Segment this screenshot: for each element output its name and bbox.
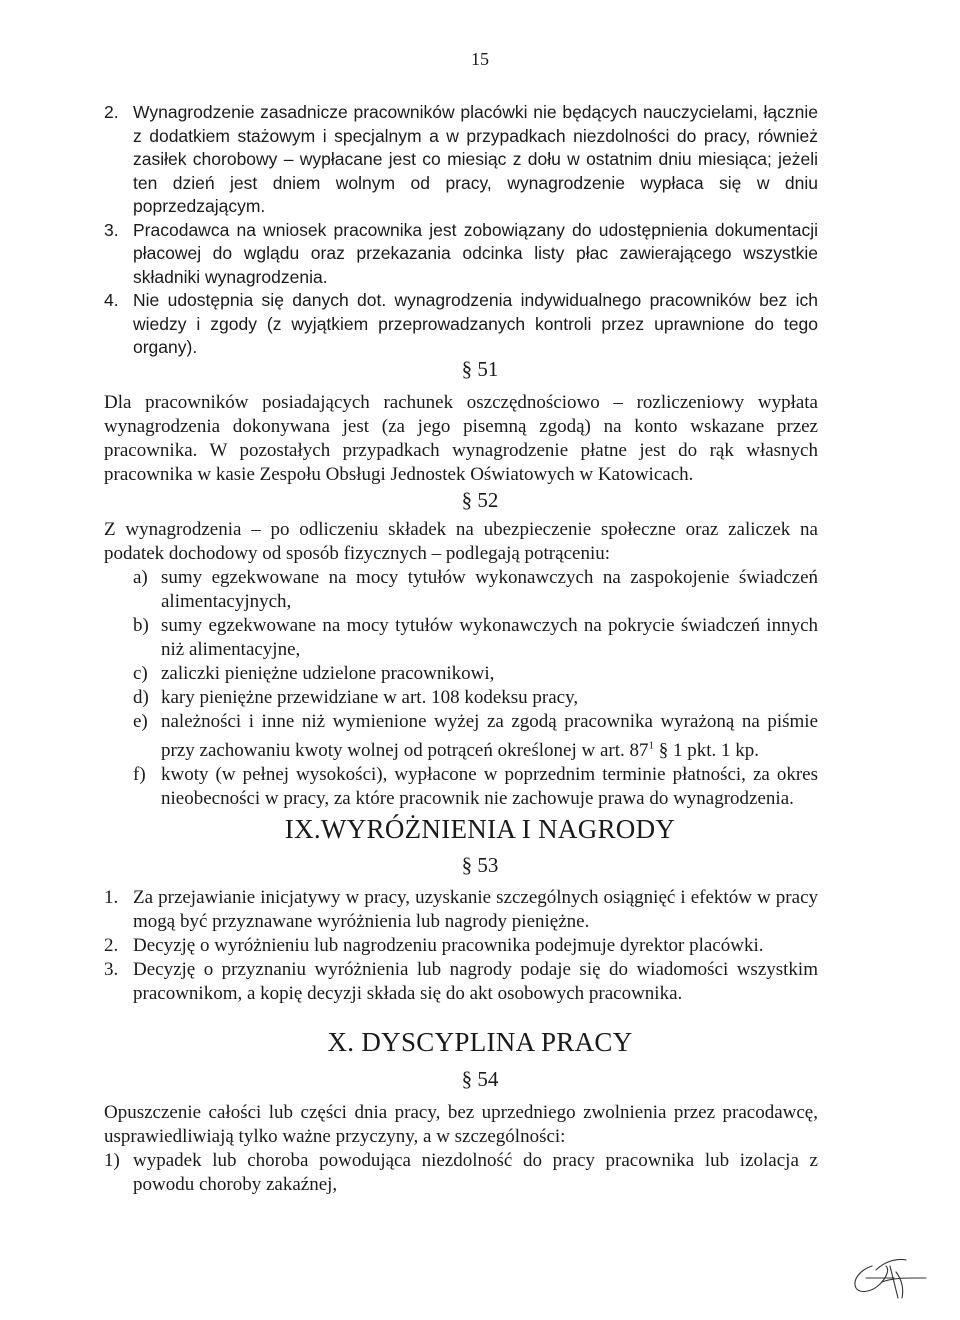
list-item-letter: a) — [133, 567, 148, 588]
list-item-text: wypadek lub choroba powodująca niezdolność do pracy pracownika lub izolacja z powodu choroby zakaźnej, — [133, 1150, 818, 1195]
list-item-text: kary pieniężne przewidziane w art. 108 kodeksu pracy, — [161, 687, 579, 708]
section-heading-51: § 51 — [461, 357, 499, 381]
list-item — [0, 614, 960, 662]
list-item — [0, 934, 960, 958]
paragraph: Dla pracowników posiadających rachunek oszczędnościowo – rozliczeniowy wypłata wynagrodzenia dokonywana jest (za jego pisemną zgodą) na konto wskazane przez pracownika. W pozostałych przypadkach wynagrodzenie płatne jest do rąk własnych pracownika w kasie Zespołu Obsługi Jednostek Oświatowych w Katowicach. — [104, 392, 818, 485]
paragraph: Opuszczenie całości lub części dnia pracy, bez uprzedniego zwolnienia przez pracodawcę, usprawiedliwiają tylko ważne przyczyny, a w szczególności: — [104, 1102, 818, 1147]
list-item-letter: e) — [133, 711, 148, 732]
section-53-body — [0, 886, 960, 1006]
list-item — [0, 1149, 960, 1197]
paragraph: Z wynagrodzenia – po odliczeniu składek na ubezpieczenie społeczne oraz zaliczek na podatek dochodowy od sposób fizycznych – podlegają potrąceniu: — [104, 519, 818, 564]
list-item — [0, 958, 960, 1006]
signature-icon — [846, 1248, 930, 1304]
list-item — [0, 219, 960, 290]
page-number: 15 — [471, 49, 489, 69]
section-52-body — [0, 518, 960, 811]
list-item-text: Decyzję o wyróżnieniu lub nagrodzeniu pracownika podejmuje dyrektor placówki. — [133, 935, 764, 956]
list-item — [0, 101, 960, 219]
list-item — [0, 710, 960, 763]
list-item-number: 2. — [104, 102, 119, 122]
list-item-text-part: § 1 pkt. 1 kp. — [654, 740, 760, 762]
list-item — [0, 686, 960, 710]
list-item-number: 2. — [104, 935, 119, 956]
section-54-body — [0, 1101, 960, 1197]
list-item-number: 3. — [104, 219, 119, 240]
list-item-number: 3. — [104, 959, 119, 980]
list-item-number: 4. — [104, 290, 119, 310]
list-item-text-part: należności i inne niż wymienione wyżej za zgodą pracownika wyrażoną na piśmie przy zachowaniu kwoty wolnej od potrąceń określonej w art. 87 — [161, 711, 818, 762]
list-item — [0, 763, 960, 811]
list-item — [0, 662, 960, 686]
section-heading-52: § 52 — [461, 488, 499, 512]
list-item-letter: c) — [133, 663, 148, 684]
list-item-text: Decyzję o przyznaniu wyróżnienia lub nagrody podaje się do wiadomości wszystkim pracownikom, a kopię decyzji składa się do akt osobowych pracownika. — [133, 959, 818, 1004]
section-heading-54: § 54 — [461, 1067, 499, 1091]
superscript: 1 — [648, 740, 655, 752]
list-item — [0, 289, 960, 360]
chapter-title-ix: IX.WYRÓŻNIENIA I NAGRODY — [284, 814, 676, 844]
list-item — [0, 886, 960, 934]
list-item-number: 1) — [104, 1150, 120, 1171]
list-item-letter: d) — [133, 687, 149, 708]
list-item — [0, 566, 960, 614]
list-item-text: sumy egzekwowane na mocy tytułów wykonawczych na zaspokojenie świadczeń alimentacyjnych, — [161, 567, 818, 612]
list-item-letter: f) — [133, 764, 146, 786]
list-item-text: Nie udostępnia się danych dot. wynagrodzenia indywidualnego pracowników bez ich wiedzy i zgody (z wyjątkiem przeprowadzanych kontroli przez uprawnione do tego organy). — [133, 290, 818, 357]
list-item-text: zaliczki pieniężne udzielone pracownikowi, — [161, 663, 495, 684]
section-heading-53: § 53 — [461, 853, 499, 877]
list-item-text: Pracodawca na wniosek pracownika jest zobowiązany do udostępnienia dokumentacji płacowej do wglądu oraz przekazania odcinka listy płac zawierającego wszystkie składniki wynagrodzenia. — [133, 219, 818, 287]
list-item-text: Za przejawianie inicjatywy w pracy, uzyskanie szczególnych osiągnięć i efektów w pracy mogą być przyznawane wyróżnienia lub nagrody pieniężne. — [133, 887, 818, 932]
list-item-text: kwoty (w pełnej wysokości), wypłacone w poprzednim terminie płatności, za okres nieobecności w pracy, za które pracownik nie zachowuje prawa do wynagrodzenia. — [161, 764, 818, 810]
list-item-text — [161, 711, 818, 761]
list-item-text: sumy egzekwowane na mocy tytułów wykonawczych na pokrycie świadczeń innych niż alimentacyjne, — [161, 615, 818, 660]
list-item-text: Wynagrodzenie zasadnicze pracowników placówki nie będących nauczycielami, łącznie z dodatkiem stażowym i specjalnym a w przypadkach niezdolności do pracy, również zasiłek chorobowy – wypłacane jest co miesiąc z dołu w ostatnim dniu miesiąca; jeżeli ten dzień jest dniem wolnym od pracy, wynagrodzenie wypłaca się w dniu poprzedzającym. — [133, 102, 818, 216]
list-item-letter: b) — [133, 615, 149, 636]
numbered-list-top — [0, 101, 960, 360]
chapter-title-x: X. DYSCYPLINA PRACY — [327, 1027, 633, 1057]
section-51-body — [0, 391, 960, 487]
list-item-number: 1. — [104, 887, 119, 908]
